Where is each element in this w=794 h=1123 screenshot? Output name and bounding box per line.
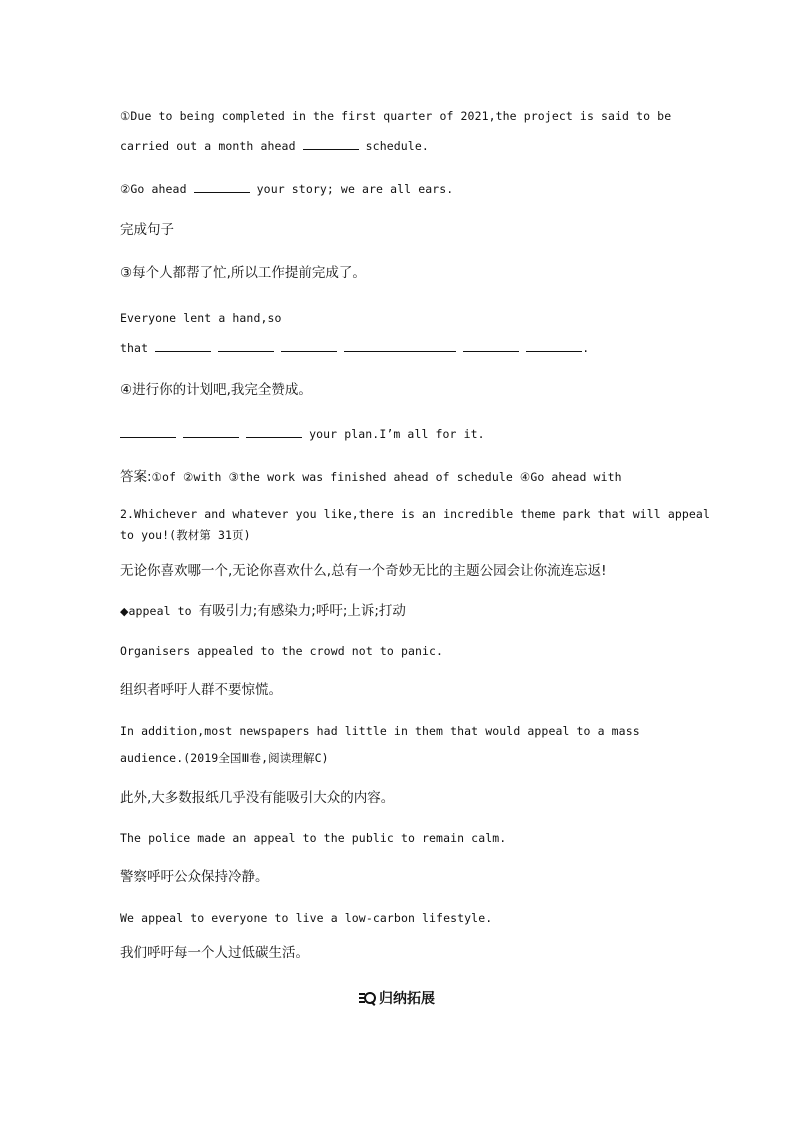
answer-line (120, 467, 690, 486)
q4-after: your plan.I’m all for it. (302, 427, 485, 441)
blank[interactable] (194, 180, 250, 193)
item2-line1: 2.Whichever and whatever you like,there is an incredible theme park that will appeal (120, 507, 710, 521)
q1-line2-after: schedule. (358, 139, 429, 153)
example-4-en: We appeal to everyone to live a low-carbon lifestyle. (120, 911, 493, 925)
q2-line (120, 180, 690, 198)
footer-title: 归纳拓展 (379, 991, 435, 1007)
phrase-meaning: 有吸引力;有感染力;呼吁;上诉;打动 (198, 603, 406, 619)
q3-english-line1: Everyone lent a hand,so (120, 311, 282, 325)
example-2-en-line2: audience.(2019全国Ⅲ卷,阅读理解C) (120, 751, 329, 765)
example-1-zh: 组织者呼吁人群不要惊慌。 (120, 682, 282, 698)
q1-line2-before: carried out a month ahead (120, 139, 303, 153)
q3-english-line2 (120, 339, 690, 357)
answer-label: 答案: (120, 469, 152, 485)
blank[interactable] (463, 339, 519, 352)
q3-line2-end: . (582, 341, 590, 355)
q1-line2 (120, 137, 690, 155)
example-3-en: The police made an appeal to the public to remain calm. (120, 831, 507, 845)
section-footer-heading (0, 988, 794, 1008)
example-4-zh: 我们呼吁每一个人过低碳生活。 (120, 945, 309, 961)
q2-before: ②Go ahead (120, 182, 194, 196)
item2-translation: 无论你喜欢哪一个,无论你喜欢什么,总有一个奇妙无比的主题公园会让你流连忘返! (120, 563, 607, 579)
section-heading: 完成句子 (120, 222, 174, 238)
blank[interactable] (303, 137, 359, 150)
q3-line2-start: that (120, 341, 156, 355)
blank[interactable] (120, 425, 176, 438)
example-2-en-line1: In addition,most newspapers had little in them that would appeal to a mass (120, 724, 640, 738)
blank[interactable] (281, 339, 337, 352)
phrase-line (120, 601, 690, 621)
example-1-en: Organisers appealed to the crowd not to panic. (120, 644, 444, 658)
diamond-bullet-icon: ◆ (120, 605, 129, 618)
phrase-term: appeal to (128, 604, 199, 618)
magnifier-list-icon (359, 991, 375, 1005)
example-2-zh: 此外,大多数报纸几乎没有能吸引大众的内容。 (120, 790, 395, 806)
q1-line1: ①Due to being completed in the first quarter of 2021,the project is said to be (120, 109, 672, 123)
q2-after: your story; we are all ears. (249, 182, 454, 196)
blank[interactable] (183, 425, 239, 438)
blank[interactable] (344, 339, 456, 352)
blank[interactable] (155, 339, 211, 352)
answer-text: ①of ②with ③the work was finished ahead of schedule ④Go ahead with (151, 470, 622, 484)
example-3-zh: 警察呼吁公众保持冷静。 (120, 869, 269, 885)
blank[interactable] (246, 425, 302, 438)
q4-english (120, 425, 690, 443)
blank[interactable] (526, 339, 582, 352)
item2-line2: to you!(教材第 31页) (120, 528, 251, 542)
q4-chinese: ④进行你的计划吧,我完全赞成。 (120, 382, 312, 398)
blank[interactable] (218, 339, 274, 352)
q3-chinese: ③每个人都帮了忙,所以工作提前完成了。 (120, 265, 366, 281)
